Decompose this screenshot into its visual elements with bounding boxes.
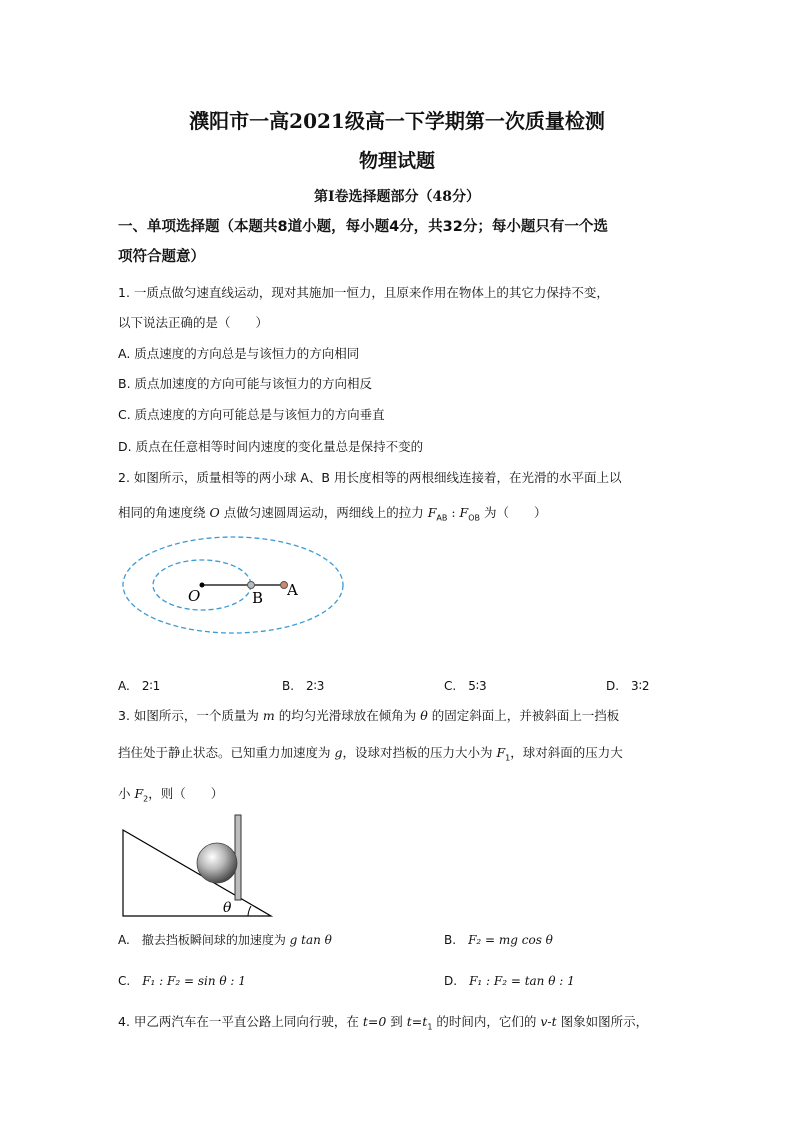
- q2-point-o: O: [209, 505, 220, 520]
- q4-t1: t=t: [406, 1014, 428, 1029]
- q2-stem-line-2: [118, 503, 546, 523]
- q2-label-o: O: [188, 587, 201, 605]
- q3-mass: m: [262, 708, 275, 723]
- q3-stem-text-2: 的均匀光滑球放在倾角为: [274, 708, 421, 723]
- q3-option-a-formula: g tan θ: [289, 933, 332, 947]
- subject-title: 物理试题: [358, 150, 435, 172]
- q3-option-c-label: C.: [118, 974, 143, 988]
- q3-f1: F: [496, 745, 506, 760]
- q1-option-b: B. 质点加速度的方向可能与该恒力的方向相反: [118, 376, 373, 391]
- q3-incline: [123, 830, 271, 916]
- q2-stem-text-3: 为（ ）: [480, 505, 547, 520]
- q3-stem-text-1: 3. 如图所示，一个质量为: [118, 708, 263, 723]
- q3-theta: θ: [420, 708, 428, 723]
- q4-stem-text-4: 图象如图所示，: [556, 1014, 649, 1029]
- q3-stem-text-3: 的固定斜面上，并被斜面上一挡板: [427, 708, 620, 723]
- q3-f1-sub: 1: [505, 753, 511, 763]
- q4-t1-sub: 1: [427, 1022, 433, 1032]
- q3-option-b-label: B.: [444, 933, 469, 947]
- q3-stem-text-5: ，设球对挡板的压力大小为: [342, 745, 497, 760]
- q3-f2: F: [134, 786, 144, 801]
- q3-stem-text-4: 挡住处于静止状态。已知重力加速度为: [118, 745, 335, 760]
- q1-stem-line-1: 1. 一质点做匀速直线运动，现对其施加一恒力，且原来作用在物体上的其它力保持不变，: [118, 285, 609, 300]
- q3-option-c-formula: F₁ : F₂ = sin θ : 1: [142, 974, 246, 988]
- q4-vt: v-t: [540, 1014, 557, 1029]
- q3-option-a-label: A. 撤去挡板瞬间球的加速度为: [118, 933, 290, 947]
- q2-stem-text-1: 相同的角速度绕: [118, 505, 210, 520]
- q4-stem-text-2: 到: [386, 1014, 407, 1029]
- q4-t0: t=0: [362, 1014, 387, 1029]
- q2-force-ob-sub: OB: [468, 513, 480, 523]
- q3-stem-line-2: [118, 743, 623, 763]
- q2-option-b: B. 2∶3: [282, 679, 325, 693]
- q2-figure: [118, 535, 348, 645]
- q3-figure: [118, 812, 278, 922]
- q1-option-c: C. 质点速度的方向可能总是与该恒力的方向垂直: [118, 407, 385, 422]
- q3-option-b-formula: F₂ = mg cos θ: [468, 933, 553, 947]
- q1-stem-line-2: 以下说法正确的是（ ）: [118, 315, 269, 330]
- q3-stem-text-8: ，则（ ）: [148, 786, 224, 801]
- q2-stem-line-1: 2. 如图所示，质量相等的两小球 A、B 用长度相等的两根细线连接着，在光滑的水平面上以: [118, 470, 622, 485]
- q3-option-c: [118, 972, 246, 989]
- q2-ball-b: [248, 582, 255, 589]
- q4-stem-text-3: 的时间内，它们的: [432, 1014, 541, 1029]
- q2-stem-text-2: 点做匀速圆周运动，两细线上的拉力: [219, 505, 428, 520]
- q3-ball: [197, 843, 237, 883]
- exam-title: 濮阳市一高2021级高一下学期第一次质量检测: [189, 109, 605, 133]
- q1-option-a: A. 质点速度的方向总是与该恒力的方向相同: [118, 346, 360, 361]
- q2-option-c: C. 5∶3: [444, 679, 487, 693]
- q3-option-d-formula: F₁ : F₂ = tan θ : 1: [469, 974, 575, 988]
- q3-stem-line-3: [118, 784, 223, 804]
- section-heading-line-2: 项符合题意）: [118, 249, 205, 265]
- q3-option-b: [444, 931, 553, 948]
- part-title: 第Ⅰ卷选择题部分（48分）: [313, 189, 481, 205]
- q4-stem-text-1: 4. 甲乙两汽车在一平直公路上同向行驶，在: [118, 1014, 363, 1029]
- q2-label-b: B: [252, 589, 264, 607]
- q3-option-d: [444, 972, 575, 989]
- section-heading: [118, 212, 678, 272]
- q2-ratio-colon: :: [447, 505, 460, 520]
- q1-option-d: D. 质点在任意相等时间内速度的变化量总是保持不变的: [118, 439, 424, 454]
- q4-stem-line-1: [118, 1012, 648, 1032]
- q3-theta-label: θ: [223, 900, 232, 916]
- q2-force-ob: F: [459, 505, 469, 520]
- q3-option-a: [118, 931, 332, 948]
- section-heading-line-1: 一、单项选择题（本题共8道小题，每小题4分，共32分；每小题只有一个选: [118, 219, 608, 235]
- q2-option-a: A. 2∶1: [118, 679, 161, 693]
- q2-force-ab: F: [427, 505, 437, 520]
- q3-stem-text-7: 小: [118, 786, 135, 801]
- q3-stem-text-6: ，球对斜面的压力大: [510, 745, 623, 760]
- q2-force-ab-sub: AB: [436, 513, 448, 523]
- q2-label-a: A: [287, 581, 298, 599]
- q3-stem-line-1: [118, 706, 619, 724]
- q2-option-d: D. 3∶2: [606, 679, 650, 693]
- q3-gravity: g: [334, 745, 343, 760]
- q3-f2-sub: 2: [143, 794, 149, 804]
- q3-option-d-label: D.: [444, 974, 470, 988]
